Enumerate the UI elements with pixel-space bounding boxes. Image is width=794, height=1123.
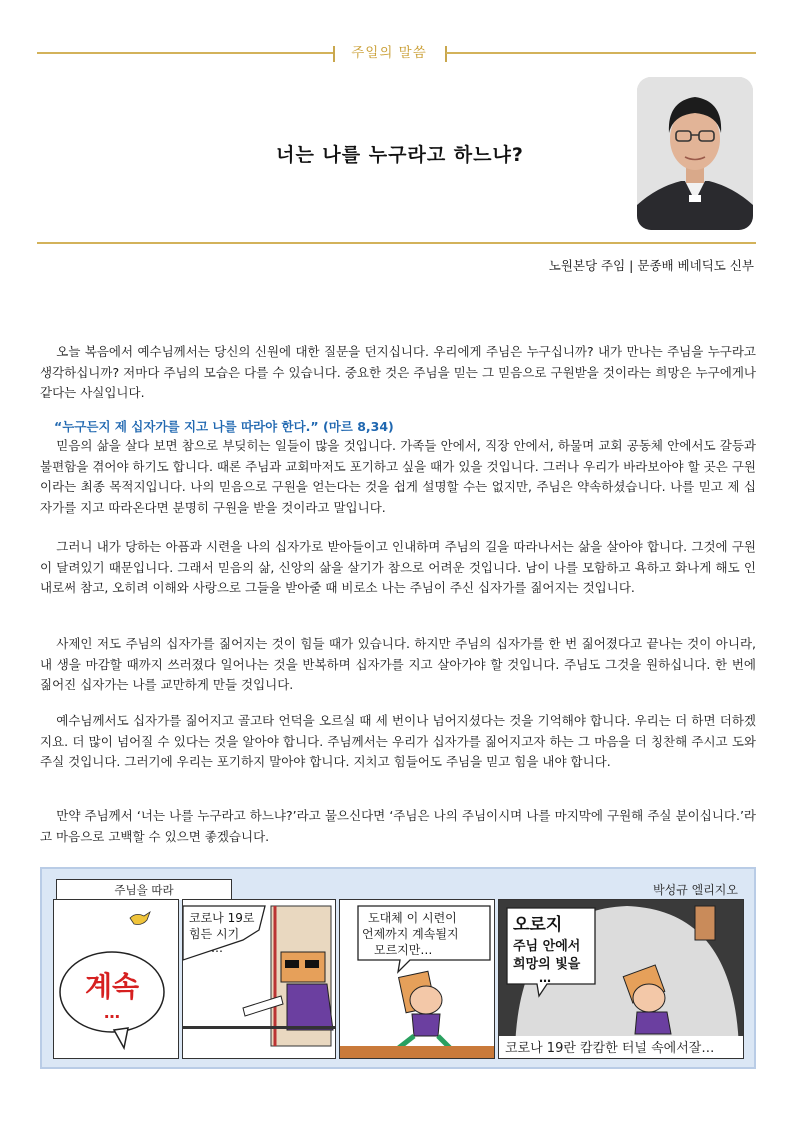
panel-3-art: [340, 900, 495, 1059]
panel-3-line2: 언제까지 계속될지: [362, 927, 459, 941]
panel-4-line1: 오로지: [513, 915, 563, 935]
comic-strip: [40, 867, 756, 1069]
panel-1-dots: …: [104, 1003, 120, 1022]
header-rule-right: [446, 52, 756, 54]
header-tick-right: [445, 46, 447, 62]
panel-2-line2: 힘든 시기: [189, 927, 240, 941]
scripture-quote: “누구든지 제 십자가를 지고 나를 따라야 한다.” (마르 8,34): [54, 419, 394, 434]
header-rule-left: [37, 52, 333, 54]
author-photo: [637, 77, 753, 230]
panel-2-dots: …: [211, 941, 223, 955]
paragraph-1: 오늘 복음에서 예수님께서는 당신의 신원에 대한 질문을 던지십니다. 우리에게 주님은 누구십니까? 내가 만나는 주님을 누구라고 생각하십니까? 저마다 주님의 모습은 다를 수 있습니다. 중요한 것은 주님을 믿는 그 믿음으로 구원받을 것이라는 희망은 누구에게나 같다는 사실입니다.: [40, 344, 756, 400]
panel-1-text: 계속: [84, 970, 140, 1003]
paragraph-4: 사제인 저도 주님의 십자가를 짊어지는 것이 힘들 때가 있습니다. 하지만 주님의 십자가를 한 번 짊어졌다고 끝나는 것이 아니라, 내 생을 마감할 때까지 쓰러졌다 일어나는 것을 반복하며 십자가를 지고 살아가야 할 것입니다. 주님도 그것을 원하십니다. 한 번에 짊어진 십자가는 나를 교만하게 만들 것입니다.: [40, 636, 756, 692]
panel-4-line2: 주님 안에서: [513, 939, 581, 954]
panel-2-art: [183, 900, 336, 1059]
paragraph-3: 그러니 내가 당하는 아픔과 시련을 나의 십자가로 받아들이고 인내하며 주님의 길을 따라나서는 삶을 살아야 합니다. 그것에 구원이 달려있기 때문입니다. 그래서 믿음의 삶, 신앙의 삶을 살기가 참으로 어려운 것입니다. 남이 나를 모함하고 욕하고 화나게 해도 인내로써 참고, 오히려 이해와 사랑으로 그들을 받아줄 때 비로소 나는 주님이 주신 십자가를 짊어지는 것입니다.: [40, 539, 756, 595]
panel-4-caption: 코로나 19란 캄캄한 터널 속에서잘…: [505, 1041, 715, 1056]
dove-icon: [130, 912, 150, 925]
page-title: 너는 나를 누구라고 하느냐?: [276, 144, 524, 166]
title-underline: [37, 242, 756, 244]
author-line: 노원본당 주임 | 문종배 베네딕도 신부: [548, 258, 754, 273]
comic-panel-3: [339, 899, 495, 1059]
panel-4-art: [499, 900, 744, 1059]
panel-2-line1: 코로나 19로: [189, 911, 255, 925]
panel-3-line3: 모르지만…: [374, 943, 433, 957]
section-label: 주일의 말씀: [351, 45, 427, 61]
comic-panel-2: [182, 899, 336, 1059]
comic-panel-1: [53, 899, 179, 1059]
panel-4-line3: 희망의 빛을: [513, 957, 581, 972]
paragraph-5: 예수님께서도 십자가를 짊어지고 골고타 언덕을 오르실 때 세 번이나 넘어지셨다는 것을 기억해야 합니다. 우리는 더 하면 더하겠지요. 더 많이 넘어질 수 있다는 것을 알아야 합니다. 주님께서는 우리가 십자가를 짊어지고자 하는 그 마음을 더 칭찬해 주시고 도와주실 것입니다. 그러기에 우리는 포기하지 말아야 합니다. 지치고 힘들어도 주님을 믿고 힘을 내야 합니다.: [40, 713, 756, 769]
comic-author: 박성규 엘리지오: [653, 883, 738, 897]
paragraph-6: 만약 주님께서 ‘너는 나를 누구라고 하느냐?’라고 물으신다면 ‘주님은 나의 주님이시며 나를 마지막에 구원해 주실 분이십니다.’라고 마음으로 고백할 수 있으면 좋겠습니다.: [40, 808, 756, 844]
panel-4-dots: …: [539, 971, 551, 985]
comic-title: 주님을 따라: [56, 879, 232, 900]
panel-3-line1: 도대체 이 시련이: [368, 911, 457, 925]
comic-panel-4: [498, 899, 744, 1059]
paragraph-2: 믿음의 삶을 살다 보면 참으로 부딪히는 일들이 많을 것입니다. 가족들 안에서, 직장 안에서, 하물며 교회 공동체 안에서도 갈등과 불편함을 겪어야 하기도 합니다. 때론 주님과 교회마저도 포기하고 싶을 때가 있을 것입니다. 그러나 우리가 바라보아야 할 곳은 구원이라는 최종 목적지입니다. 나의 믿음으로 구원을 얻는다는 것을 쉽게 설명할 수는 없지만, 주님은 약속하셨습니다. 나를 믿고 제 십자가를 지고 따라온다면 분명히 구원을 받을 것이라고 말입니다.: [40, 438, 756, 515]
panel-1-art: [54, 900, 179, 1059]
